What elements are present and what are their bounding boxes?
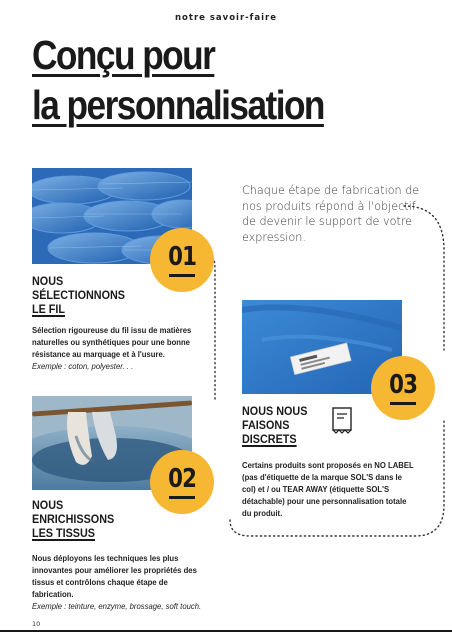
section-02-example: Exemple : teinture, enzyme, brossage, soft touch. bbox=[32, 601, 202, 611]
section-01-title-line-1: NOUS bbox=[32, 274, 64, 288]
section-02-body-text: Nous déployons les techniques les plus innovantes pour améliorer les propriétés des tissus et contrôlons chaque étape de fabrication. bbox=[32, 553, 197, 599]
section-01-title-line-3: LE FIL bbox=[32, 302, 66, 316]
step-02-underline bbox=[169, 496, 195, 499]
section-01-title bbox=[32, 274, 125, 316]
step-01-number: 01 bbox=[167, 241, 197, 272]
section-03-title-line-3: DISCRETS bbox=[242, 432, 297, 446]
headline-line-1: Conçu pour bbox=[32, 32, 215, 78]
intro-paragraph: Chaque étape de fabrication de nos produits répond à l'objectif de devenir le support de votre expression. bbox=[242, 184, 420, 244]
section-03-title bbox=[242, 404, 307, 446]
section-03-body-text: Certains produits sont proposés en NO LABEL (pas d'étiquette de la marque SOL'S dans le col) et / ou TEAR AWAY (étiquette SOL'S détachable) pour une personnalisation totale du produit. bbox=[242, 460, 414, 518]
section-02-title-line-1: NOUS bbox=[32, 498, 64, 512]
section-kicker: notre savoir-faire bbox=[175, 13, 277, 23]
step-03-underline bbox=[390, 402, 416, 405]
step-01-badge bbox=[150, 228, 214, 292]
page-headline bbox=[32, 30, 376, 130]
section-01-body bbox=[32, 324, 207, 372]
section-01-title-line-2: SÉLECTIONNONS bbox=[32, 288, 126, 302]
step-02-number: 02 bbox=[167, 463, 197, 494]
tear-away-label-icon bbox=[330, 406, 356, 436]
section-02-title-line-2: ENRICHISSONS bbox=[32, 512, 115, 526]
section-02-title bbox=[32, 498, 114, 540]
section-01-body-text: Sélection rigoureuse du fil issu de matières naturelles ou synthétiques pour une bonne résistance au marquage et à l'usure. bbox=[32, 325, 192, 359]
section-03-body bbox=[242, 459, 417, 519]
section-02-title-line-3: LES TISSUS bbox=[32, 526, 96, 540]
section-03-title-line-1: NOUS NOUS bbox=[242, 404, 308, 418]
section-01-example: Exemple : coton, polyester. . . bbox=[32, 361, 134, 371]
headline-line-2: la personnalisation bbox=[32, 82, 324, 128]
step-03-badge bbox=[371, 356, 435, 420]
step-02-badge bbox=[150, 450, 214, 514]
page-footer-rule bbox=[0, 630, 452, 632]
step-03-number: 03 bbox=[388, 369, 418, 400]
section-02-body bbox=[32, 552, 207, 612]
step-01-underline bbox=[169, 274, 195, 277]
section-03-title-line-2: FAISONS bbox=[242, 418, 290, 432]
page-number: 10 bbox=[32, 620, 41, 628]
